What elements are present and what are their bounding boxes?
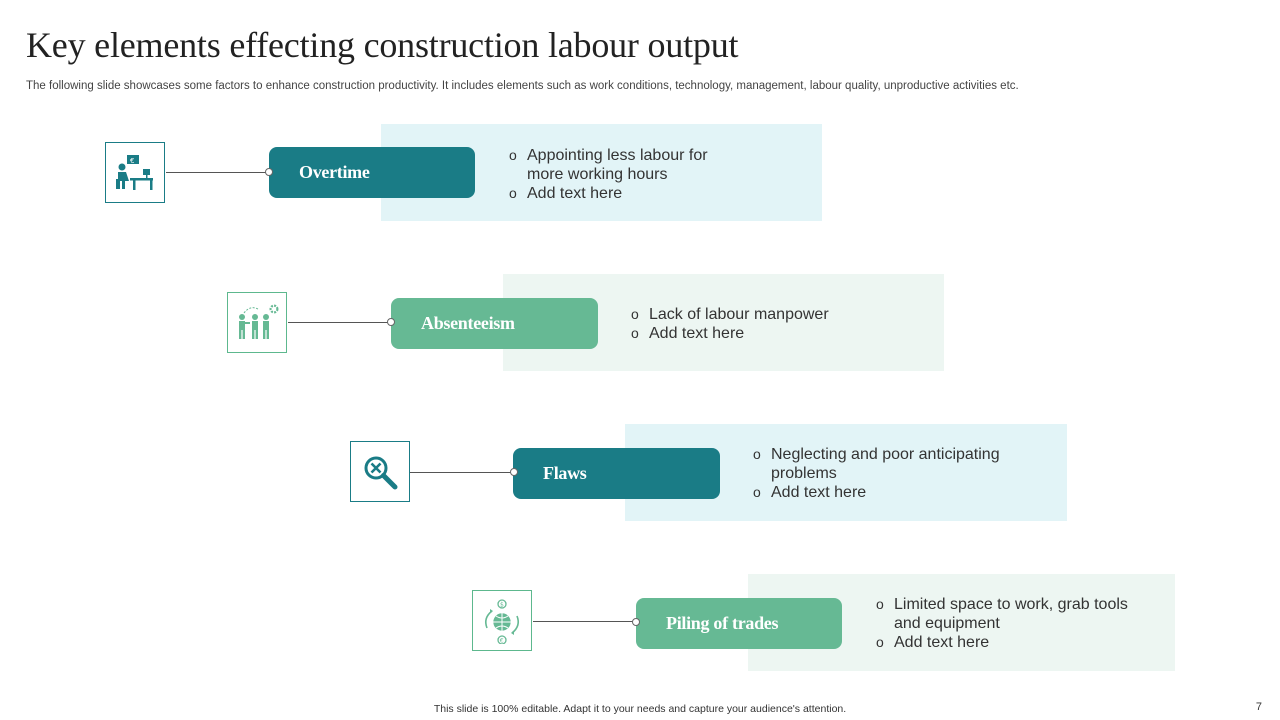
bullet-item: o Limited space to work, grab tools and equipment [876, 595, 1146, 633]
page-number: 7 [1255, 701, 1262, 713]
connector-dot [387, 318, 395, 326]
bullet-item: o Add text here [509, 184, 739, 203]
factor-bullets [509, 146, 739, 203]
svg-text:€: € [499, 637, 504, 644]
factor-bullets [876, 595, 1146, 652]
slide-subtitle: The following slide showcases some factors to enhance construction productivity. It includes elements such as work conditions, technology, management, labour quality, unproductive activities etc. [26, 80, 1019, 92]
connector-line [533, 621, 637, 622]
factor-bullets [631, 305, 891, 343]
connector-line [410, 472, 514, 473]
bullet-item: o Appointing less labour for more working hours [509, 146, 739, 184]
bullet-item: o Neglecting and poor anticipating problems [753, 445, 1023, 483]
bullet-item: o Add text here [631, 324, 891, 343]
svg-text:€: € [130, 156, 135, 165]
svg-text:$: $ [500, 601, 504, 608]
slide-title: Key elements effecting construction labour output [26, 25, 739, 65]
bullet-item: o Add text here [876, 633, 1146, 652]
globe-currency-icon [472, 590, 532, 651]
bullet-item: o Add text here [753, 483, 1023, 502]
magnifier-x-icon [350, 441, 410, 502]
factor-label-absenteeism: Absenteeism [391, 298, 598, 349]
connector-line [166, 172, 269, 173]
connector-dot [632, 618, 640, 626]
factor-label-piling-of-trades: Piling of trades [636, 598, 842, 649]
bullet-item: o Lack of labour manpower [631, 305, 891, 324]
team-gear-icon [227, 292, 287, 353]
connector-dot [510, 468, 518, 476]
factor-bullets [753, 445, 1023, 502]
factor-label-flaws: Flaws [513, 448, 720, 499]
connector-dot [265, 168, 273, 176]
connector-line [288, 322, 391, 323]
worker-at-desk-icon [105, 142, 165, 203]
slide-footer: This slide is 100% editable. Adapt it to your needs and capture your audience's attention. [433, 703, 847, 715]
factor-label-overtime: Overtime [269, 147, 475, 198]
